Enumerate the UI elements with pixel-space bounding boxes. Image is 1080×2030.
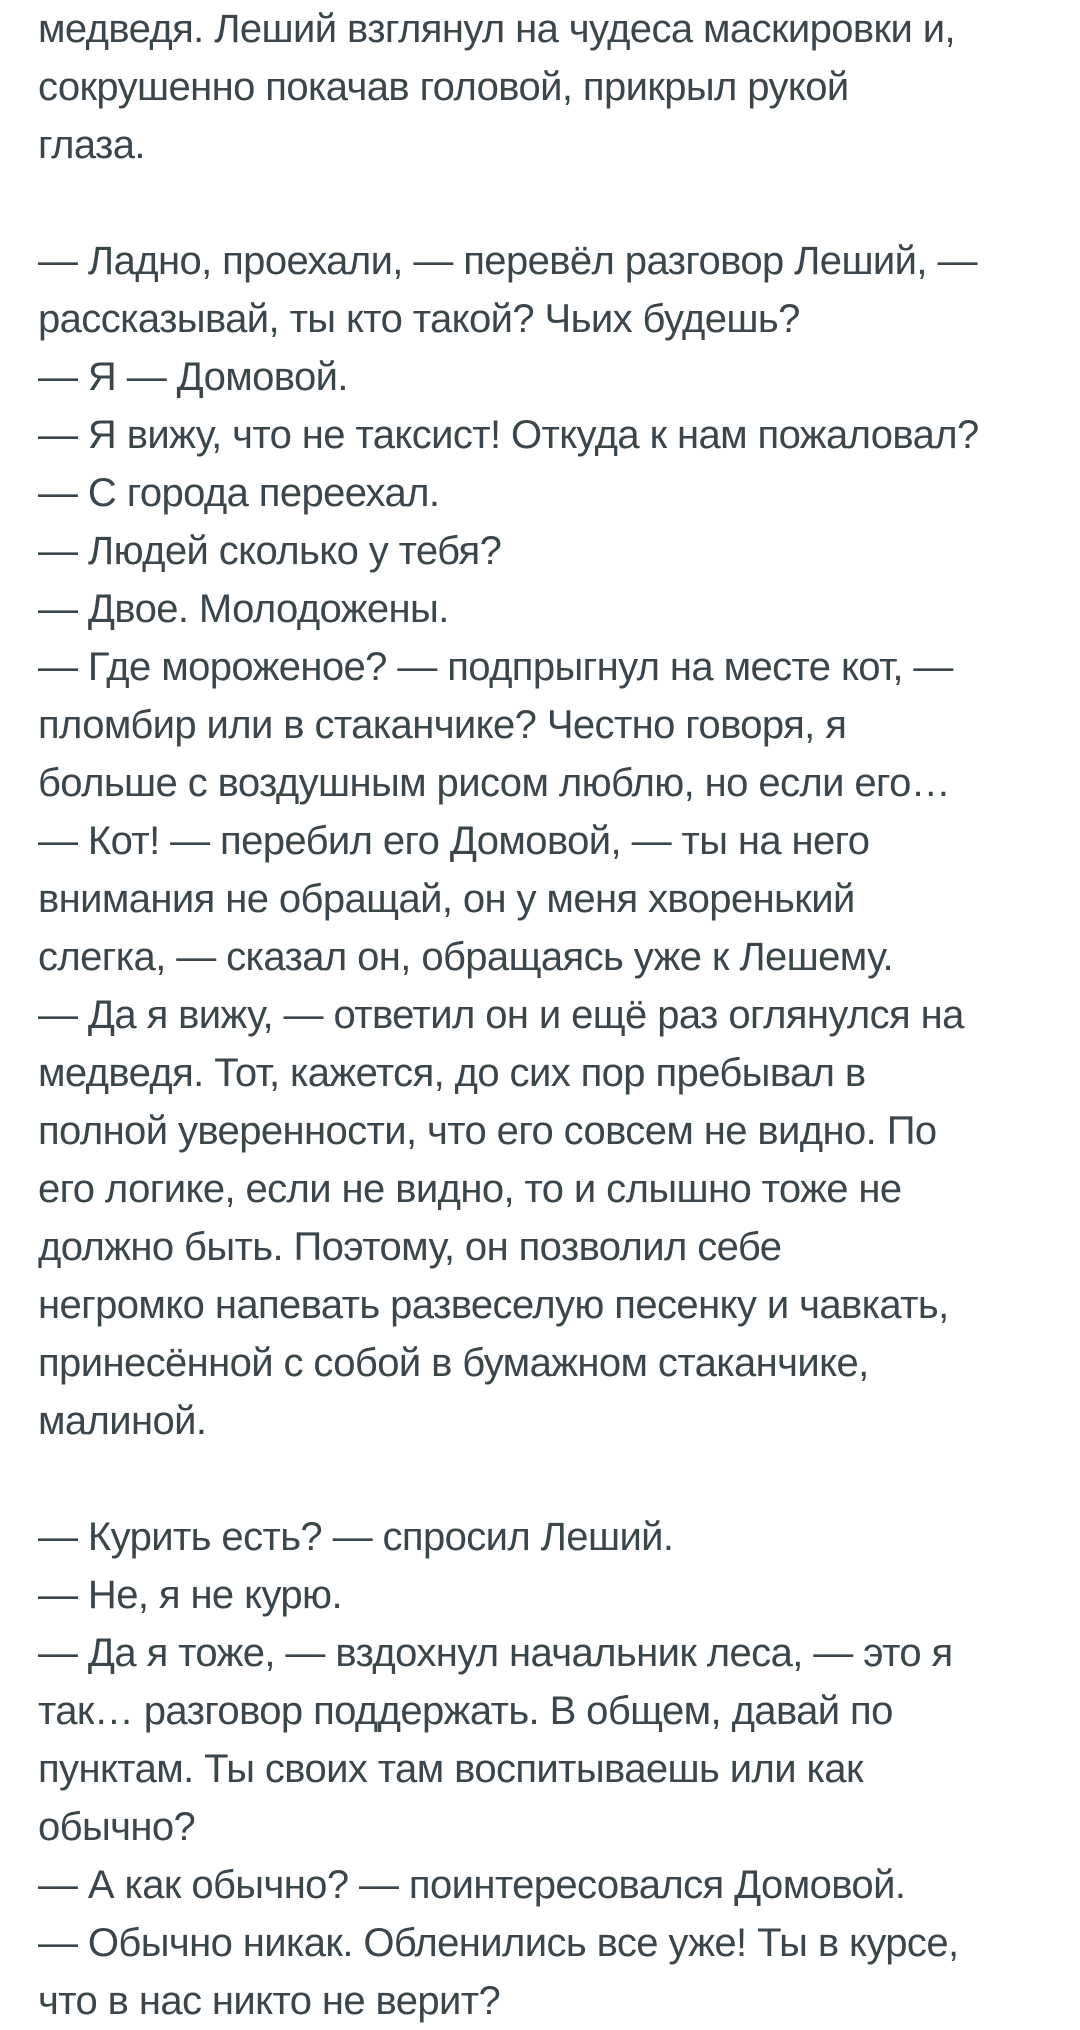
paragraph xyxy=(38,986,1056,1450)
text-line: обычно? xyxy=(38,1805,196,1849)
text-line: — Где мороженое? — подпрыгнул на месте кот, — xyxy=(38,645,953,689)
text-line: — Не, я не курю. xyxy=(38,1573,342,1617)
paragraph xyxy=(38,406,1056,464)
paragraph-spacer xyxy=(38,1450,1056,1508)
paragraph xyxy=(38,348,1056,406)
text-line: — С города переехал. xyxy=(38,471,440,515)
paragraph xyxy=(38,812,1056,986)
text-line: глаза. xyxy=(38,123,145,167)
text-line: — Я вижу, что не таксист! Откуда к нам пожаловал? xyxy=(38,413,979,457)
text-line: — Обычно никак. Обленились все уже! Ты в курсе, xyxy=(38,1921,959,1965)
paragraph xyxy=(38,1914,1056,2030)
text-line: что в нас никто не верит? xyxy=(38,1979,501,2023)
paragraph xyxy=(38,522,1056,580)
text-line: должно быть. Поэтому, он позволил себе xyxy=(38,1225,782,1269)
paragraph xyxy=(38,1508,1056,1566)
text-line: внимания не обращай, он у меня хворенький xyxy=(38,877,855,921)
paragraph xyxy=(38,1856,1056,1914)
text-line: пломбир или в стаканчике? Честно говоря, я xyxy=(38,703,847,747)
paragraph xyxy=(38,1566,1056,1624)
paragraph xyxy=(38,638,1056,812)
text-line: малиной. xyxy=(38,1399,207,1443)
text-line: его логике, если не видно, то и слышно тоже не xyxy=(38,1167,902,1211)
text-line: — Да я вижу, — ответил он и ещё раз оглянулся на xyxy=(38,993,964,1037)
text-line: — Курить есть? — спросил Леший. xyxy=(38,1515,674,1559)
text-line: полной уверенности, что его совсем не видно. По xyxy=(38,1109,937,1153)
text-line: слегка, — сказал он, обращаясь уже к Лешему. xyxy=(38,935,894,979)
text-line: медведя. Леший взглянул на чудеса маскировки и, xyxy=(38,7,955,51)
text-line: — Ладно, проехали, — перевёл разговор Леший, — xyxy=(38,239,977,283)
paragraph xyxy=(38,0,1056,174)
paragraph xyxy=(38,1624,1056,1856)
text-line: пунктам. Ты своих там воспитываешь или как xyxy=(38,1747,863,1791)
paragraph xyxy=(38,232,1056,348)
paragraph-spacer xyxy=(38,174,1056,232)
text-line: так… разговор поддержать. В общем, давай по xyxy=(38,1689,893,1733)
paragraph xyxy=(38,580,1056,638)
text-line: — Да я тоже, — вздохнул начальник леса, — это я xyxy=(38,1631,953,1675)
text-line: — А как обычно? — поинтересовался Домовой. xyxy=(38,1863,906,1907)
paragraph xyxy=(38,464,1056,522)
text-line: — Я — Домовой. xyxy=(38,355,348,399)
text-line: негромко напевать развеселую песенку и чавкать, xyxy=(38,1283,949,1327)
text-line: больше с воздушным рисом люблю, но если его… xyxy=(38,761,951,805)
text-line: медведя. Тот, кажется, до сих пор пребывал в xyxy=(38,1051,866,1095)
text-line: сокрушенно покачав головой, прикрыл рукой xyxy=(38,65,849,109)
text-line: — Двое. Молодожены. xyxy=(38,587,449,631)
text-line: рассказывай, ты кто такой? Чьих будешь? xyxy=(38,297,800,341)
text-line: — Кот! — перебил его Домовой, — ты на него xyxy=(38,819,870,863)
text-line: — Людей сколько у тебя? xyxy=(38,529,502,573)
text-line: принесённой с собой в бумажном стаканчике, xyxy=(38,1341,869,1385)
